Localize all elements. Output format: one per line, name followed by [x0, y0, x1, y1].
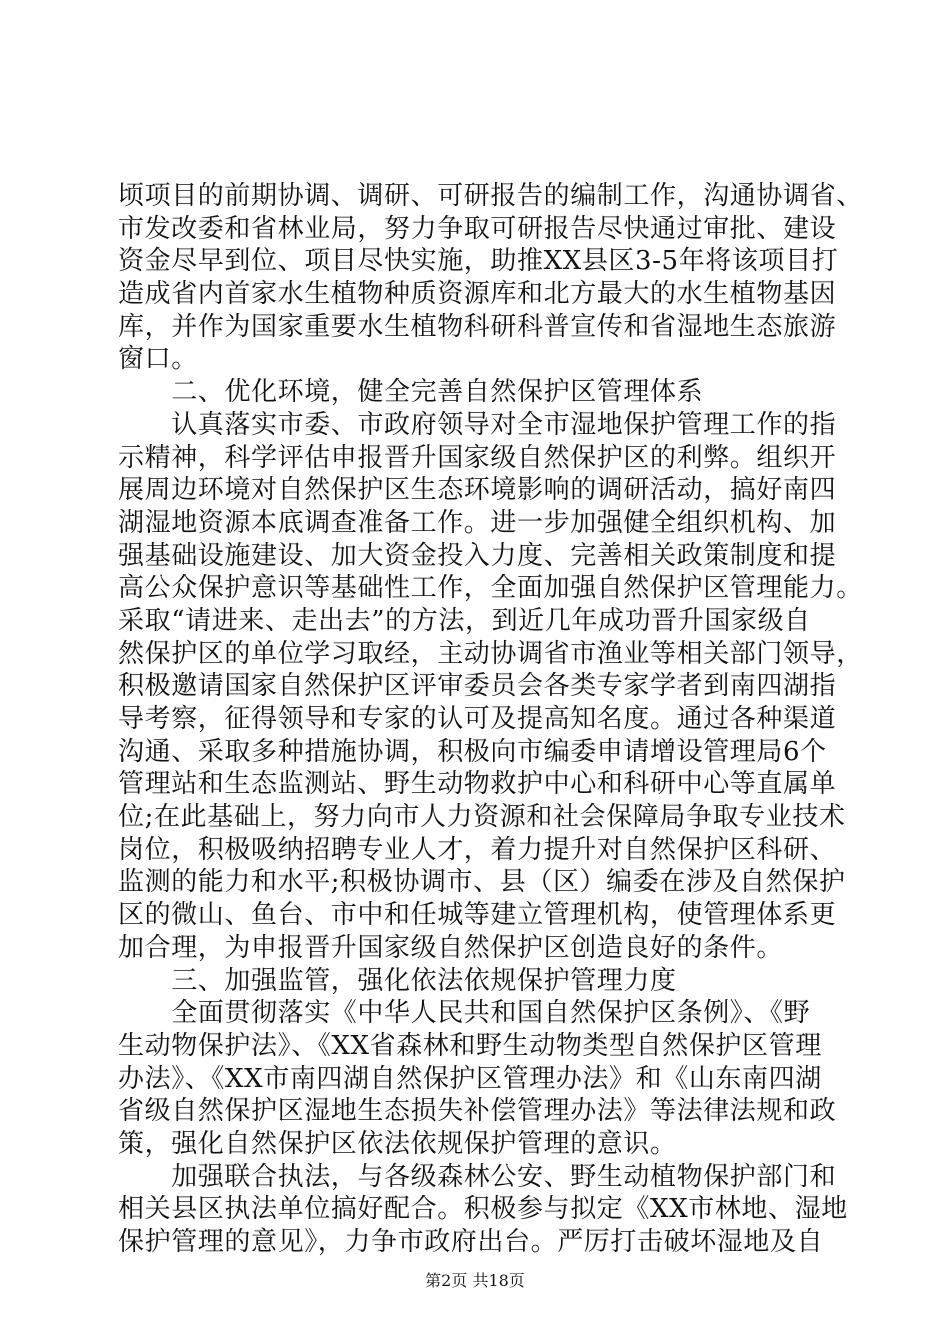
- text-line: 湖湿地资源本底调查准备工作。进一步加强健全组织机构、加: [118, 507, 837, 538]
- body-text: [118, 180, 863, 1259]
- text-line: 加强联合执法，与各级森林公安、野生动植物保护部门和: [118, 1161, 837, 1192]
- section-heading: 三、加强监管，强化依法依规保护管理力度: [118, 965, 677, 996]
- text-line: 示精神，科学评估申报晋升国家级自然保护区的利弊。组织开: [118, 442, 837, 473]
- text-line: 库，并作为国家重要水生植物科研科普宣传和省湿地生态旅游: [118, 311, 837, 342]
- text-line: 然保护区的单位学习取经，主动协调省市渔业等相关部门领导，: [118, 638, 863, 669]
- text-line: 积极邀请国家自然保护区评审委员会各类专家学者到南四湖指: [118, 671, 837, 702]
- text-line: 保护管理的意见》，力争市政府出台。严厉打击破坏湿地及自: [118, 1227, 824, 1257]
- text-line: 管理站和生态监测站、野生动物救护中心和科研中心等直属单: [118, 769, 837, 800]
- text-line: 相关县区执法单位搞好配合。积极参与拟定《XX市林地、湿地: [118, 1194, 848, 1225]
- text-line: 省级自然保护区湿地生态损失补偿管理办法》等法律法规和政: [118, 1096, 837, 1127]
- text-line: 加合理，为申报晋升国家级自然保护区创造良好的条件。: [118, 932, 784, 963]
- text-line: 顷项目的前期协调、调研、可研报告的编制工作，沟通协调省、: [118, 181, 863, 211]
- text-line: 导考察，征得领导和专家的认可及提高知名度。通过各种渠道: [118, 704, 837, 734]
- text-line: 采取“请进来、走出去”的方法，到近几年成功晋升国家级自: [118, 605, 811, 636]
- text-line: 全面贯彻落实《中华人民共和国自然保护区条例》、《野: [118, 998, 811, 1029]
- section-heading: 二、优化环境，健全完善自然保护区管理体系: [118, 377, 704, 408]
- text-line: 生动物保护法》、《XX省森林和野生动物类型自然保护区管理: [118, 1030, 822, 1061]
- text-line: 位;在此基础上，努力向市人力资源和社会保障局争取专业技术: [118, 802, 846, 833]
- text-line: 强基础设施建设、加大资金投入力度、完善相关政策制度和提: [118, 540, 837, 571]
- text-line: 造成省内首家水生植物种质资源库和北方最大的水生植物基因: [118, 279, 837, 310]
- text-line: 区的微山、鱼台、市中和任城等建立管理机构，使管理体系更: [118, 900, 837, 931]
- text-line: 办法》、《XX市南四湖自然保护区管理办法》和《山东南四湖: [118, 1063, 822, 1094]
- text-line: 高公众保护意识等基础性工作，全面加强自然保护区管理能力。: [118, 573, 863, 604]
- text-line: 策，强化自然保护区依法依规保护管理的意识。: [118, 1128, 677, 1159]
- text-line: 认真落实市委、市政府领导对全市湿地保护管理工作的指: [118, 409, 837, 440]
- text-line: 岗位，积极吸纳招聘专业人才，着力提升对自然保护区科研、: [118, 834, 837, 865]
- text-line: 市发改委和省林业局，努力争取可研报告尽快通过审批、建设: [118, 213, 837, 244]
- text-line: 展周边环境对自然保护区生态环境影响的调研活动，搞好南四: [118, 475, 837, 506]
- text-line: 资金尽早到位、项目尽快实施，助推XX县区3-5年将该项目打: [118, 246, 839, 277]
- page-number-footer: 第2页 共18页: [425, 1271, 525, 1290]
- text-line: 监测的能力和水平;积极协调市、县（区）编委在涉及自然保护: [118, 867, 846, 898]
- text-line: 沟通、采取多种措施协调，积极向市编委申请增设管理局6个: [118, 736, 827, 767]
- text-line: 窗口。: [118, 344, 198, 375]
